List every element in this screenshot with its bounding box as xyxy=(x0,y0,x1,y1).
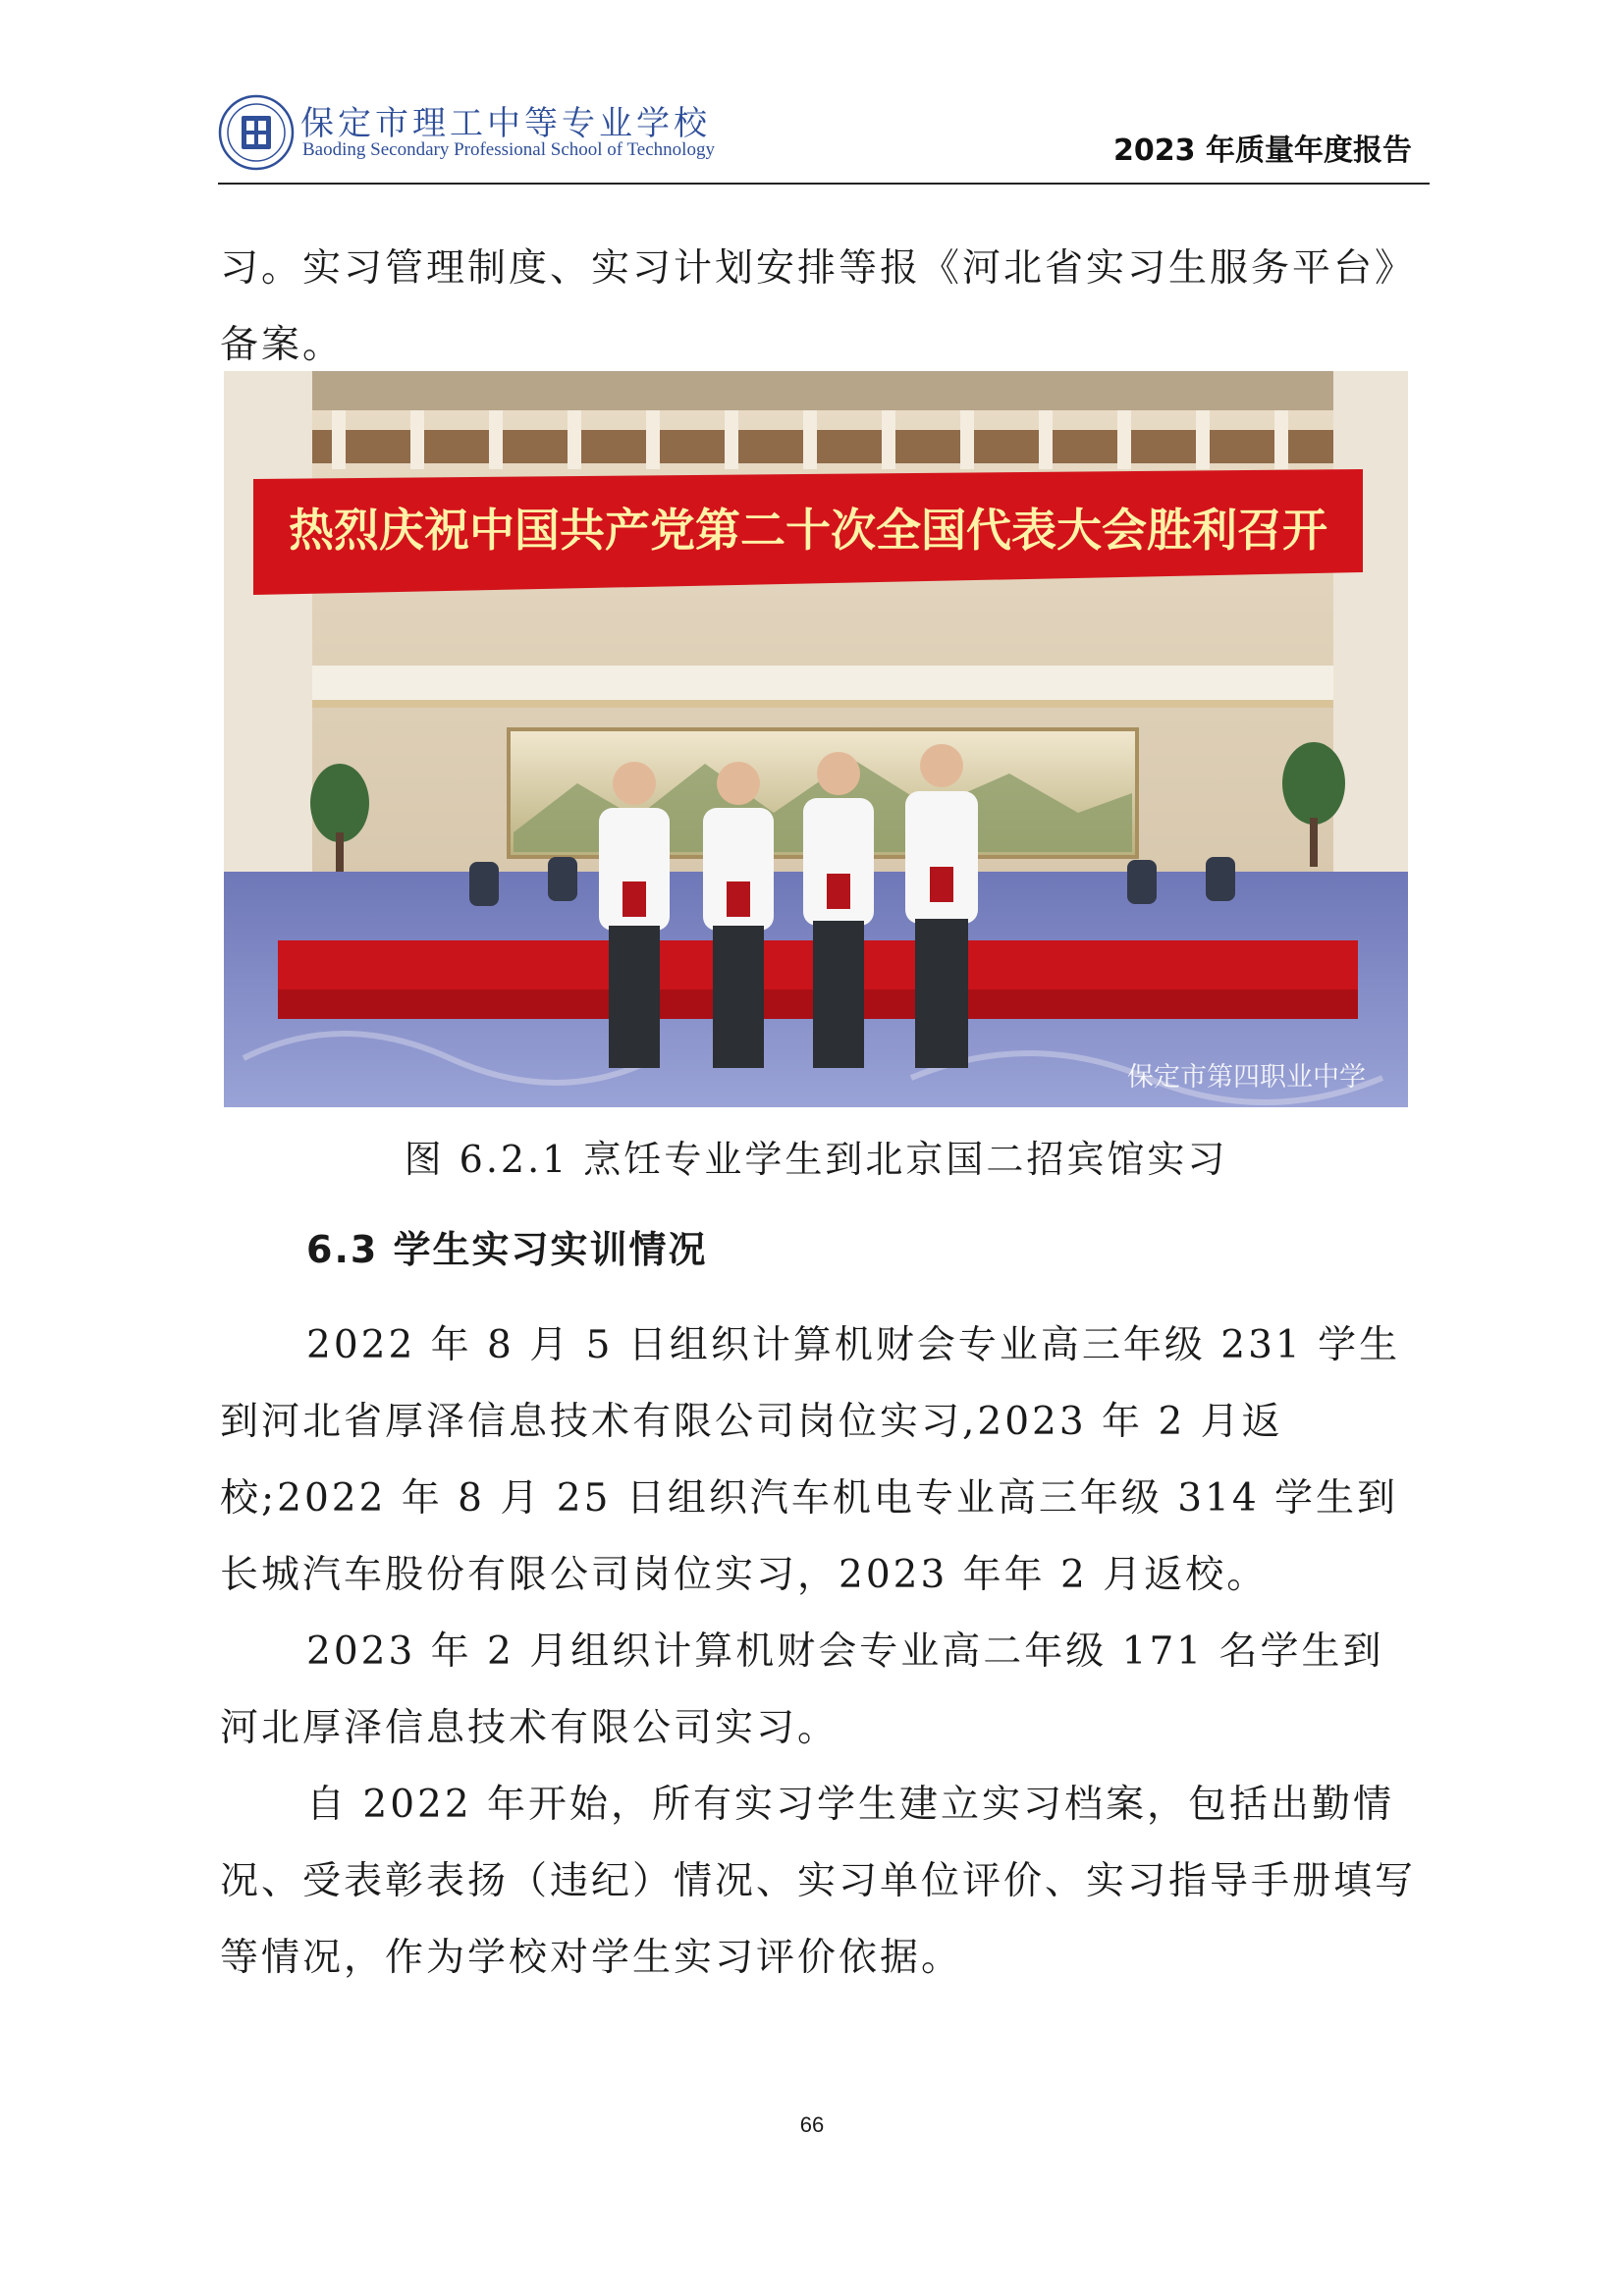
page-header xyxy=(218,90,1430,185)
banner-text: 热烈庆祝中国共产党第二十次全国代表大会胜利召开 xyxy=(289,504,1327,557)
section-paragraph-3: 自 2022 年开始，所有实习学生建立实习档案，包括出勤情况、受表彰表扬（违纪）情况、实习单位评价、实习指导手册填写等情况，作为学校对学生实习评价依据。 xyxy=(220,1783,1417,1980)
header-divider xyxy=(218,183,1430,185)
photo-watermark: 保定市第四职业中学 xyxy=(1127,1062,1366,1093)
figure-caption: 图 6.2.1 烹饪专业学生到北京国二招宾馆实习 xyxy=(404,1138,1228,1181)
page-number: 66 xyxy=(799,2112,825,2137)
internship-photo xyxy=(224,371,1408,1107)
school-name-en: Baoding Secondary Professional School of Technology xyxy=(302,139,715,160)
school-logo-icon xyxy=(218,94,295,171)
section-heading: 6.3 学生实习实训情况 xyxy=(306,1228,708,1271)
continuation-paragraph: 习。实习管理制度、实习计划安排等报《河北省实习生服务平台》备案。 xyxy=(220,246,1417,367)
section-paragraph-1: 2022 年 8 月 5 日组织计算机财会专业高三年级 231 学生到河北省厚泽信息技术有限公司岗位实习,2023 年 2 月返校;2022 年 8 月 25 日组织汽车机电专业高三年级 314 学生到长城汽车股份有限公司岗位实习，2023 年年 2 月返校。 xyxy=(220,1323,1401,1597)
section-paragraph-2: 2023 年 2 月组织计算机财会专业高二年级 171 名学生到河北厚泽信息技术有限公司实习。 xyxy=(220,1629,1384,1750)
report-title: 2023 年质量年度报告 xyxy=(1113,133,1412,168)
school-name-cn: 保定市理工中等专业学校 xyxy=(300,104,711,143)
